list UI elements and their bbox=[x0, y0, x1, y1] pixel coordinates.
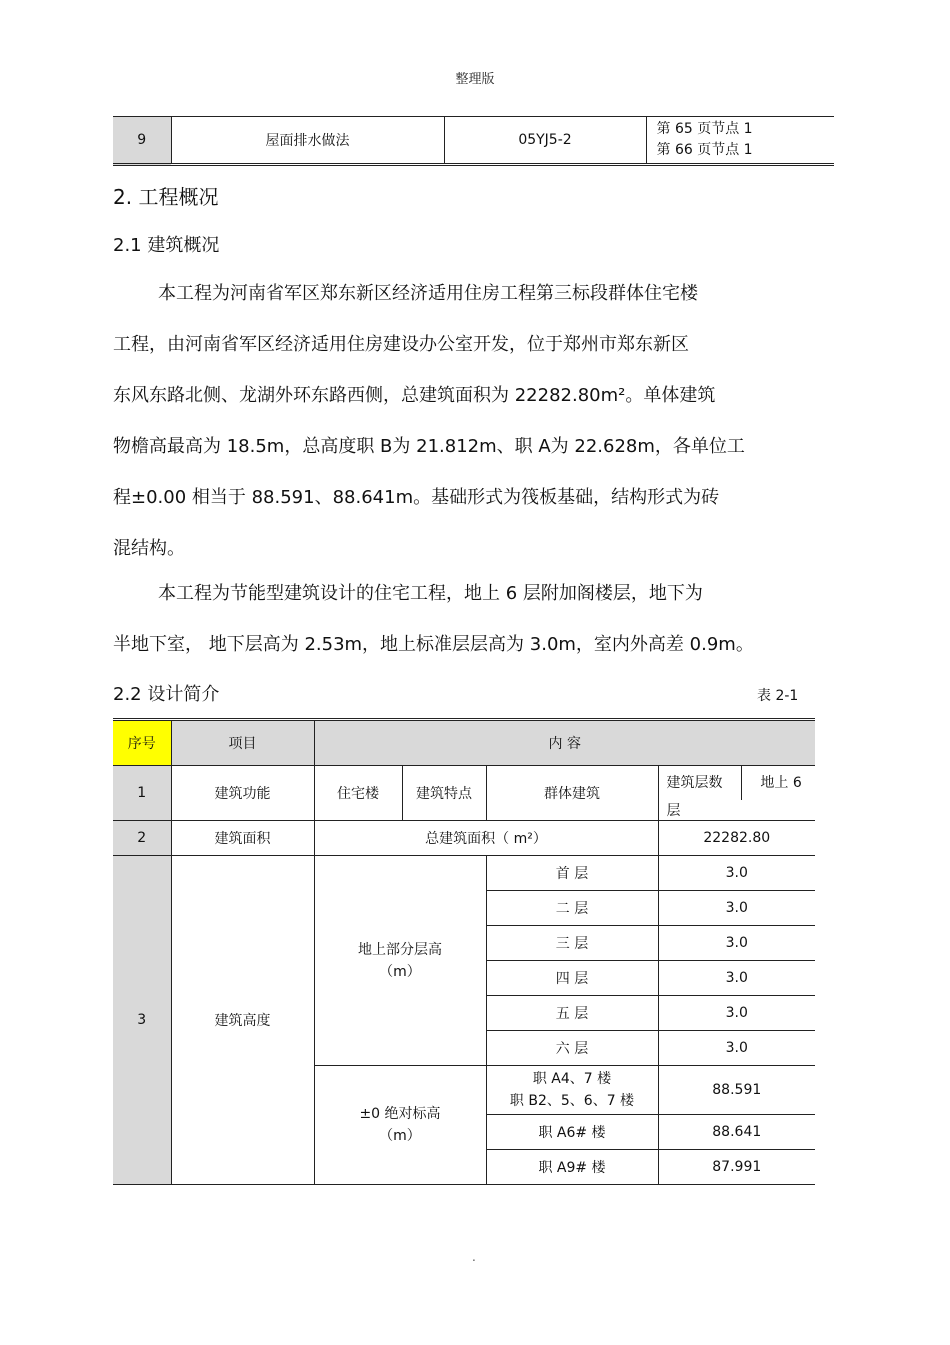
floor-height: 3.0 bbox=[658, 961, 815, 996]
floor-name: 二 层 bbox=[486, 891, 658, 926]
paragraph-line: 半地下室， 地下层高为 2.53m，地上标准层层高为 3.0m，室内外高差 0.9m。 bbox=[113, 634, 754, 655]
paragraph-line: 本工程为河南省军区郑东新区经济适用住房工程第三标段群体住宅楼 bbox=[158, 283, 698, 304]
item-cell: 建筑面积 bbox=[171, 821, 314, 856]
floor-height: 3.0 bbox=[658, 1031, 815, 1066]
cell-divider bbox=[741, 766, 742, 800]
label-line: ±0 绝对标高 bbox=[359, 1106, 441, 1122]
design-summary-table bbox=[113, 718, 815, 1185]
reference-table bbox=[113, 116, 834, 166]
content-cell: 总建筑面积（ m²） bbox=[314, 821, 658, 856]
floor-name: 五 层 bbox=[486, 996, 658, 1031]
table-header-row bbox=[113, 720, 815, 766]
floor-name: 首 层 bbox=[486, 856, 658, 891]
seq-cell: 3 bbox=[113, 856, 171, 1185]
absolute-elevation-label bbox=[314, 1066, 486, 1185]
subsection-heading: 2.2 设计简介 bbox=[113, 684, 220, 705]
building-name: 职 A6# 楼 bbox=[486, 1115, 658, 1150]
label-line: 职 B2、5、6、7 楼 bbox=[509, 1093, 635, 1109]
content-cell: 住宅楼 bbox=[314, 766, 402, 821]
seq-cell: 2 bbox=[113, 821, 171, 856]
elevation-value: 88.591 bbox=[658, 1066, 815, 1115]
floor-height: 3.0 bbox=[658, 891, 815, 926]
overview-paragraph bbox=[113, 268, 833, 574]
label-line: （m） bbox=[379, 1128, 421, 1144]
header-item: 项目 bbox=[171, 720, 314, 766]
table-row bbox=[113, 821, 815, 856]
elevation-value: 87.991 bbox=[658, 1150, 815, 1185]
paragraph-line: 物檐高最高为 18.5m，总高度职 B为 21.812m、职 A为 22.628m，各单位工 bbox=[113, 436, 745, 457]
paragraph-line: 混结构。 bbox=[113, 538, 185, 559]
ref-cell bbox=[646, 117, 834, 165]
table-row bbox=[113, 766, 815, 821]
floor-name: 六 层 bbox=[486, 1031, 658, 1066]
label-line: （m） bbox=[379, 963, 421, 980]
floor-name: 四 层 bbox=[486, 961, 658, 996]
ref-line: 第 66 页节点 1 bbox=[656, 142, 753, 158]
item-cell: 建筑高度 bbox=[171, 856, 314, 1185]
storey-paragraph bbox=[113, 568, 833, 670]
content-cell: 22282.80 bbox=[658, 821, 815, 856]
item-cell: 建筑功能 bbox=[171, 766, 314, 821]
seq-cell: 1 bbox=[113, 766, 171, 821]
code-cell: 05YJ5-2 bbox=[444, 117, 646, 165]
header-seq: 序号 bbox=[113, 720, 171, 766]
table-row bbox=[113, 856, 815, 891]
label-line: 职 A4、7 楼 bbox=[532, 1071, 612, 1087]
above-ground-label bbox=[314, 856, 486, 1066]
header-content: 内 容 bbox=[314, 720, 815, 766]
paragraph-line: 东风东路北侧、龙湖外环东路西侧，总建筑面积为 22282.80m²。单体建筑 bbox=[113, 385, 716, 406]
subsection-heading: 2.1 建筑概况 bbox=[113, 235, 220, 256]
content-cell: 建筑特点 bbox=[402, 766, 486, 821]
section-heading: 2. 工程概况 bbox=[113, 185, 219, 209]
ref-line: 第 65 页节点 1 bbox=[656, 121, 753, 137]
building-name: 职 A9# 楼 bbox=[486, 1150, 658, 1185]
floor-height: 3.0 bbox=[658, 926, 815, 961]
content-cell bbox=[658, 766, 815, 821]
content-cell: 群体建筑 bbox=[486, 766, 658, 821]
seq-cell: 9 bbox=[113, 117, 171, 165]
header-note: 整理版 bbox=[455, 72, 495, 87]
paragraph-line: 程±0.00 相当于 88.591、88.641m。基础形式为筏板基础，结构形式为砖 bbox=[113, 487, 720, 508]
floor-name: 三 层 bbox=[486, 926, 658, 961]
footer-dot: . bbox=[472, 1250, 476, 1264]
table-label: 表 2-1 bbox=[757, 688, 799, 704]
content-text: 建筑层数 bbox=[666, 775, 723, 791]
table-row bbox=[113, 117, 834, 165]
floor-height: 3.0 bbox=[658, 856, 815, 891]
paragraph-line: 工程，由河南省军区经济适用住房建设办公室开发，位于郑州市郑东新区 bbox=[113, 334, 689, 355]
item-cell: 屋面排水做法 bbox=[171, 117, 444, 165]
content-text: 地上 6 层 bbox=[666, 775, 802, 819]
paragraph-line: 本工程为节能型建筑设计的住宅工程，地上 6 层附加阁楼层，地下为 bbox=[158, 583, 703, 604]
building-name bbox=[486, 1066, 658, 1115]
elevation-value: 88.641 bbox=[658, 1115, 815, 1150]
label-line: 地上部分层高 bbox=[358, 941, 442, 958]
floor-height: 3.0 bbox=[658, 996, 815, 1031]
